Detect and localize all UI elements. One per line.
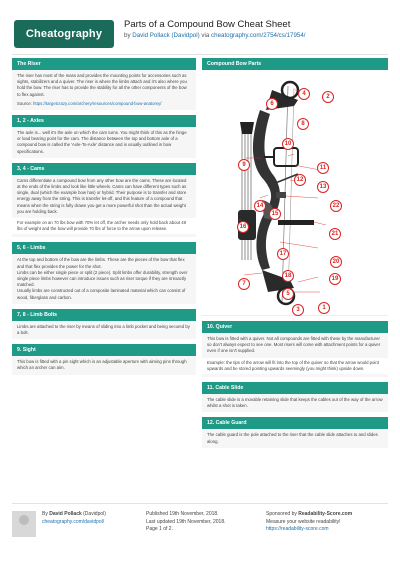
footer-author xyxy=(42,511,142,526)
section-heading: 10. Quiver xyxy=(202,321,388,333)
limbs-text-2: Limbs can be either single piece or split (2 piece). Split limbs offer durability, strength over single piece limbs however can introduce issues such as riser torque if they are irrexactly matched. xyxy=(17,269,188,288)
author-link[interactable]: David Pollack (Davidpol) xyxy=(132,32,200,39)
header-divider xyxy=(12,54,388,55)
section-heading: The Riser xyxy=(12,58,196,70)
section-heading: 3, 4 - Cams xyxy=(12,163,196,175)
section-heading: 5, 6 - Limbs xyxy=(12,242,196,254)
riser-source xyxy=(17,101,191,107)
author-avatar xyxy=(12,511,36,537)
compound-bow-illustration xyxy=(202,70,388,316)
callout-18: 18 xyxy=(282,270,294,282)
quiver-text: This bow is fitted with a quiver. Not all compounds are fitted with these by the manufacturer so don't always expect to see one. Most risers will come with attachment points for a quiver even if one isn't supplied. xyxy=(207,336,381,354)
callout-11: 11 xyxy=(317,162,329,174)
updated-date: Last updated 19th November, 2018. xyxy=(146,518,226,525)
section-quiver xyxy=(202,321,388,377)
callout-16: 16 xyxy=(237,221,249,233)
footer-author-name[interactable]: David Pollack xyxy=(49,511,82,517)
callout-19: 19 xyxy=(329,273,341,285)
cable-guard-text: The cable guard is the pole attached to the riser that the cable slide attaches to and slides along. xyxy=(207,432,378,444)
published-date: Published 19th November, 2018. xyxy=(146,511,219,517)
callout-8: 8 xyxy=(297,118,309,130)
limb-bolts-text: Limbs are attached to the riser by means of sliding into a limb pocket and being secured by a bolt. xyxy=(17,323,190,336)
callout-1: 1 xyxy=(318,302,330,314)
page-header xyxy=(12,18,388,52)
bow-diagram xyxy=(202,70,388,316)
footer-handle: (Davidpol) xyxy=(81,511,106,517)
bow-cable xyxy=(288,88,294,300)
section-cams xyxy=(12,163,196,238)
section-bow-parts xyxy=(202,58,388,316)
section-cable-guard xyxy=(202,417,388,447)
section-heading: 9. Sight xyxy=(12,344,196,356)
stabilizer xyxy=(278,220,314,225)
byline-via: via xyxy=(199,32,212,39)
limbs-text-1: At the top and bottom of the bow are the limbs. These are the pieces of the bow that flex and that flex provides the power for the shot. xyxy=(17,257,185,269)
callout-10: 10 xyxy=(282,138,294,150)
page-number: Page 1 of 2. xyxy=(146,526,173,532)
section-limbs xyxy=(12,242,196,303)
cams-text: Cams differentiate a compound bow from any other bow are the cams. These are located at the ends of the limbs and look like little wheels. Cams can have different types such as single, dual (which the example bow has) or hybrid. Their purpose is to transfer and store energy away from the string. This is transfer let-off, and this feature of a compound that means when the string is fully drawn you get a more powerful shot than the actual weight you are holding back. xyxy=(17,177,187,214)
cheatography-logo[interactable]: Cheatography xyxy=(14,20,114,48)
footer-sponsor xyxy=(266,511,388,534)
arrow-rest xyxy=(276,192,286,198)
source-link[interactable]: https://targetcrazy.com/archery/resources/compound-bow-anatomy/ xyxy=(33,100,162,106)
title-block xyxy=(124,18,388,41)
callout-6: 6 xyxy=(266,98,278,110)
section-heading: 1, 2 - Axles xyxy=(12,115,196,127)
callout-3: 3 xyxy=(292,304,304,316)
section-axles xyxy=(12,115,196,158)
cable-slide-text: The cable slide is a movable retaining slide that keeps the cables out of the way of the arrow whilst a shot is taken. xyxy=(207,397,383,409)
sponsor-link[interactable]: https://readability-score.com xyxy=(266,526,329,532)
byline xyxy=(124,31,388,41)
section-heading: 12. Cable Guard xyxy=(202,417,388,429)
axles-text: The axle is... well it's the axle on which the cam turns. You might think of this as the hinge or load bearing point for the cam. The distance between the top and bottom axle of a compound bow is called the 'Axle-To-Axle' distance and is usually outlined in bow specifications. xyxy=(17,130,187,154)
callout-13: 13 xyxy=(317,181,329,193)
callout-5: 5 xyxy=(282,288,294,300)
by-label: By xyxy=(42,511,50,517)
sight-text: This bow is fitted with a pin sight which is an adjustable aperture with aiming pins through which an archer can aim. xyxy=(17,359,187,371)
riser-text: The riser has most of the mass and provides the mounting points for accessories such as sights, stabilizers and a quiver. The riser is where the limbs attach and it's also where you hold the bow. The riser has to provide the stability for all the other components of the bow to flex against. xyxy=(17,73,187,97)
callout-9: 9 xyxy=(238,159,250,171)
callout-2: 2 xyxy=(322,91,334,103)
footer-author-link[interactable]: cheatography.com/davidpol/ xyxy=(42,518,105,525)
right-column xyxy=(202,58,388,453)
section-riser xyxy=(12,58,196,110)
callout-4: 4 xyxy=(298,88,310,100)
source-label: Source: xyxy=(17,100,34,106)
section-cable-slide xyxy=(202,382,388,412)
quiver-example: Example: the tips of the arrow will fit into the top of the quiver so that the arrow would point upwards and be stored pointing upwards seemingly (you might think) upside down. xyxy=(202,358,388,374)
sponsor-tagline: Measure your website readability! xyxy=(266,518,341,525)
sheet-url-link[interactable]: cheatography.com/2754/cs/17954/ xyxy=(211,32,306,39)
section-heading: Compound Bow Parts xyxy=(202,58,388,70)
section-limb-bolts xyxy=(12,309,196,339)
callout-12: 12 xyxy=(294,174,306,186)
sponsor-name[interactable]: Readability-Score.com xyxy=(298,511,353,517)
section-sight xyxy=(12,344,196,374)
callout-15: 15 xyxy=(269,208,281,220)
sponsor-prefix: Sponsored by xyxy=(266,511,299,517)
byline-prefix: by xyxy=(124,32,133,39)
page-title: Parts of a Compound Bow Cheat Sheet xyxy=(124,19,291,30)
callout-20: 20 xyxy=(330,256,342,268)
left-column xyxy=(12,58,196,380)
callout-7: 7 xyxy=(238,278,250,290)
footer-dates xyxy=(146,511,256,534)
cams-example: For example on an 70 lbs bow with 70% let off, the archer needs only hold back about 49 lbs of weight and the bow will provide 70 lbs of force to the arrow upon release. xyxy=(12,218,196,234)
callout-21: 21 xyxy=(329,228,341,240)
callout-14: 14 xyxy=(254,200,266,212)
section-heading: 7, 8 - Limb Bolts xyxy=(12,309,196,321)
callout-22: 22 xyxy=(330,200,342,212)
callout-17: 17 xyxy=(277,248,289,260)
section-heading: 11. Cable Slide xyxy=(202,382,388,394)
riser xyxy=(253,110,280,270)
quiver-arrows xyxy=(242,128,251,260)
page-footer xyxy=(12,503,388,543)
limbs-text-3: Usually limbs are constructed out of a composite laminated material which can consist of wood, fiberglass and carbon. xyxy=(17,288,186,300)
